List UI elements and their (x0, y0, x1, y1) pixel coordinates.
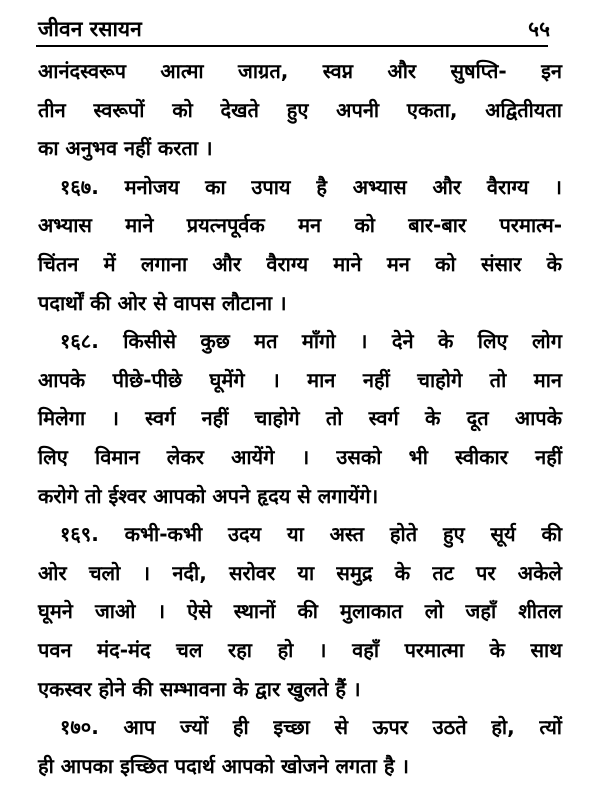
text-line: १६९. कभी-कभी उदय या अस्त होते हुए सूर्य की (60, 522, 562, 547)
text-line: पवन मंद-मंद चल रहा हो । वहाँ परमात्मा के साथ (38, 637, 562, 662)
text-line: आपके पीछे-पीछे घूमेंगे । मान नहीं चाहोगे तो मान (38, 367, 562, 392)
text-line: मिलेगा । स्वर्ग नहीं चाहोगे तो स्वर्ग के दूत आपके (38, 406, 562, 431)
text-line: एकस्वर होने की सम्भावना के द्वार खुलते हैं । (38, 676, 361, 701)
text-line: १६७. मनोजय का उपाय है अभ्यास और वैराग्य । (60, 174, 562, 199)
text-line: आनंदस्वरूप आत्मा जाग्रत, स्वप्न और सुषप्ति- इन (38, 59, 562, 83)
text-line: अभ्यास माने प्रयत्नपूर्वक मन को बार-बार परमात्म- (38, 213, 562, 238)
text-line: ही आपका इच्छित पदार्थ आपको खोजने लगता है । (38, 753, 409, 778)
header-rule (36, 45, 548, 47)
text-line: चिंतन में लगाना और वैराग्य माने मन को संसार के (38, 251, 562, 276)
text-line: घूमने जाओ । ऐसे स्थानों की मुलाकात लो जहाँ शीतल (38, 599, 562, 624)
text-line: १७०. आप ज्यों ही इच्छा से ऊपर उठते हो, त्यों (60, 715, 562, 740)
text-line: ओर चलो । नदी, सरोवर या समुद्र के तट पर अकेले (38, 560, 562, 585)
page-number: ५५ (528, 17, 550, 41)
text-line: पदार्थों की ओर से वापस लौटाना । (38, 290, 287, 315)
running-title: जीवन रसायन (38, 17, 142, 41)
text-line: लिए विमान लेकर आयेंगे । उसको भी स्वीकार नहीं (38, 444, 562, 469)
text-line: का अनुभव नहीं करता । (38, 136, 213, 161)
text-line: १६८. किसीसे कुछ मत माँगो । देने के लिए लोग (60, 329, 562, 354)
page-header (38, 14, 550, 42)
text-line: करोगे तो ईश्वर आपको अपने हृदय से लगायेंगे। (38, 483, 379, 508)
page-body (38, 52, 562, 785)
text-line: तीन स्वरूपों को देखते हुए अपनी एकता, अद्वितीयता (38, 97, 562, 122)
